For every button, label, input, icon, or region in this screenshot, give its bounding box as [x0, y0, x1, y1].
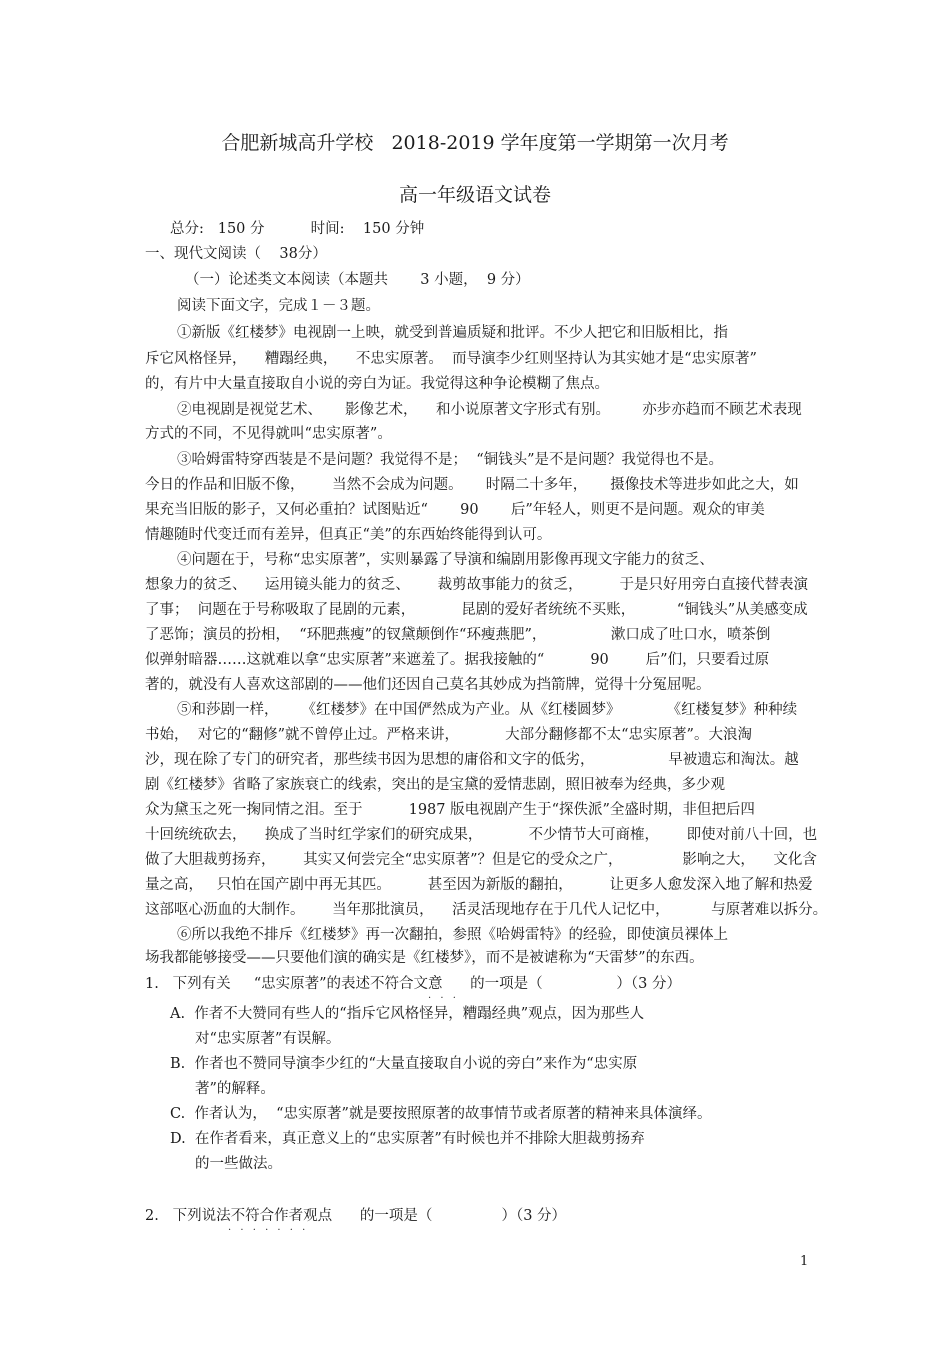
section-heading: 一、现代文阅读（ 38分）: [145, 246, 327, 262]
passage-line: 量之高， 只怕在国产剧中再无其匹。 甚至因为新版的翻拍， 让更多人愈发深入地了解和热爱: [145, 877, 813, 893]
passage-line: 沙，现在除了专门的研究者，那些续书因为思想的庸俗和文字的低劣， 早被遗忘和淘汰。越: [145, 752, 799, 768]
question-1-option-d: D. 在作者看来，真正意义上的“忠实原著”有时候也并不排除大胆裁剪扬弃: [170, 1131, 645, 1147]
passage-line: 方式的不同，不见得就叫“忠实原著”。: [145, 426, 392, 442]
passage-line: ④问题在于，号称“忠实原著”，实则暴露了导演和编剧用影像再现文字能力的贫乏、: [177, 552, 714, 568]
passage-line: 情趣随时代变迁而有差异，但真正“美”的东西始终能得到认可。: [145, 527, 552, 543]
passage-line: 众为黛玉之死一掬同情之泪。至于 1987 版电视剧产生于“探佚派”全盛时期，非但把后四: [145, 802, 755, 818]
question-1-option-c: C. 作者认为， “忠实原著”就是要按照原著的故事情节或者原著的精神来具体演绎。: [170, 1106, 712, 1122]
passage-line: 书始， 对它的“翻修”就不曾停止过。严格来讲， 大部分翻修都不太“忠实原著”。大浪淘: [145, 727, 752, 743]
reading-instruction: 阅读下面文字，完成１－３题。: [177, 298, 380, 314]
passage-line: ③哈姆雷特穿西装是不是问题？我觉得不是； “铜钱头”是不是问题？我觉得也不是。: [177, 452, 724, 468]
passage-line: 似弹射暗器……这就难以拿“忠实原著”来遮羞了。据我接触的“ 90 后”们，只要看过原: [145, 652, 770, 668]
passage-line: 今日的作品和旧版不像， 当然不会成为问题。 时隔二十多年， 摄像技术等进步如此之大，如: [145, 477, 799, 493]
question-1-option-d-cont: 的一些做法。: [195, 1156, 282, 1172]
passage-line: ⑥所以我绝不排斥《红楼梦》再一次翻拍，参照《哈姆雷特》的经验，即使演员裸体上: [177, 927, 728, 943]
passage-line: 了恶饰；演员的扮相， “环肥燕瘦”的钗黛颠倒作“环瘦燕肥”， 漱口成了吐口水，喷茶倒: [145, 627, 771, 643]
question-1-option-a: A. 作者不大赞同有些人的“指斥它风格怪异，糟蹋经典”观点，因为那些人: [170, 1006, 645, 1022]
passage-line: 场我都能够接受——只要他们演的确实是《红楼梦》，而不是被谑称为“天雷梦”的东西。: [145, 950, 704, 966]
passage-line: 做了大胆裁剪扬弃， 其实又何尝完全“忠实原著”？但是它的受众之广， 影响之大， 文化含: [145, 852, 817, 868]
passage-line: 十回统统砍去， 换成了当时红学家们的研究成果， 不少情节大可商榷， 即使对前八十回，也: [145, 827, 818, 843]
passage-line: ②电视剧是视觉艺术、 影像艺术， 和小说原著文字形式有别。 亦步亦趋而不顾艺术表现: [177, 402, 802, 418]
passage-line: ⑤和莎剧一样， 《红楼梦》在中国俨然成为产业。从《红楼圆梦》 《红楼复梦》种种续: [177, 702, 798, 718]
exam-subtitle: 高一年级语文试卷: [398, 184, 551, 206]
page-number: 1: [800, 1254, 809, 1269]
passage-line: 了事； 问题在于号称吸取了昆剧的元素， 昆剧的爱好者统统不买账， “铜钱头”从美感变成: [145, 602, 808, 618]
passage-line: 这部呕心沥血的大制作。 当年那批演员， 活灵活现地存在于几代人记忆中， 与原著难以拆分。: [145, 902, 828, 918]
passage-line: 著的，就没有人喜欢这部剧的——他们还因自己莫名其妙成为挡箭牌，觉得十分冤屈呢。: [145, 677, 711, 693]
question-2-stem: 2. 下列说法不符合作者观点 的一项是（ ）（3 分）: [145, 1208, 567, 1224]
exam-title: 合肥新城高升学校 2018-2019 学年度第一学期第一次月考: [221, 132, 729, 154]
passage-line: 斥它风格怪异， 糟蹋经典， 不忠实原著。 而导演李少红则坚持认为其实她才是“忠实原著”: [145, 351, 757, 367]
passage-line: ①新版《红楼梦》电视剧一上映，就受到普遍质疑和批评。不少人把它和旧版相比，指: [177, 325, 728, 341]
question-1-option-b: B. 作者也不赞同导演李少红的“大量直接取自小说的旁白”来作为“忠实原: [170, 1056, 638, 1072]
passage-line: 果充当旧版的影子，又何必重拍？试图贴近“ 90 后”年轻人，则更不是问题。观众的审美: [145, 502, 765, 518]
passage-line: 的，有片中大量直接取自小说的旁白为证。我觉得这种争论模糊了焦点。: [145, 376, 609, 392]
passage-line: 想象力的贫乏、 运用镜头能力的贫乏、 裁剪故事能力的贫乏， 于是只好用旁白直接代替表演: [145, 577, 808, 593]
question-1-option-b-cont: 著”的解释。: [195, 1081, 275, 1097]
question-1-stem: 1. 下列有关 “忠实原著”的表述不符合文意 的一项是（ ）（3 分）: [145, 976, 682, 992]
question-1-option-a-cont: 对“忠实原著”有误解。: [195, 1031, 341, 1047]
subsection-heading: （一）论述类文本阅读（本题共 3 小题， 9 分）: [185, 272, 530, 288]
score-time-info: 总分: 150 分 时间: 150 分钟: [170, 221, 425, 237]
emphasis-dots: · · · · · · ·: [228, 1225, 309, 1236]
passage-line: 剧《红楼梦》省略了家族衰亡的线索，突出的是宝黛的爱情悲剧，照旧被奉为经典，多少观: [145, 777, 725, 793]
emphasis-dots: · · ·: [428, 993, 459, 1004]
